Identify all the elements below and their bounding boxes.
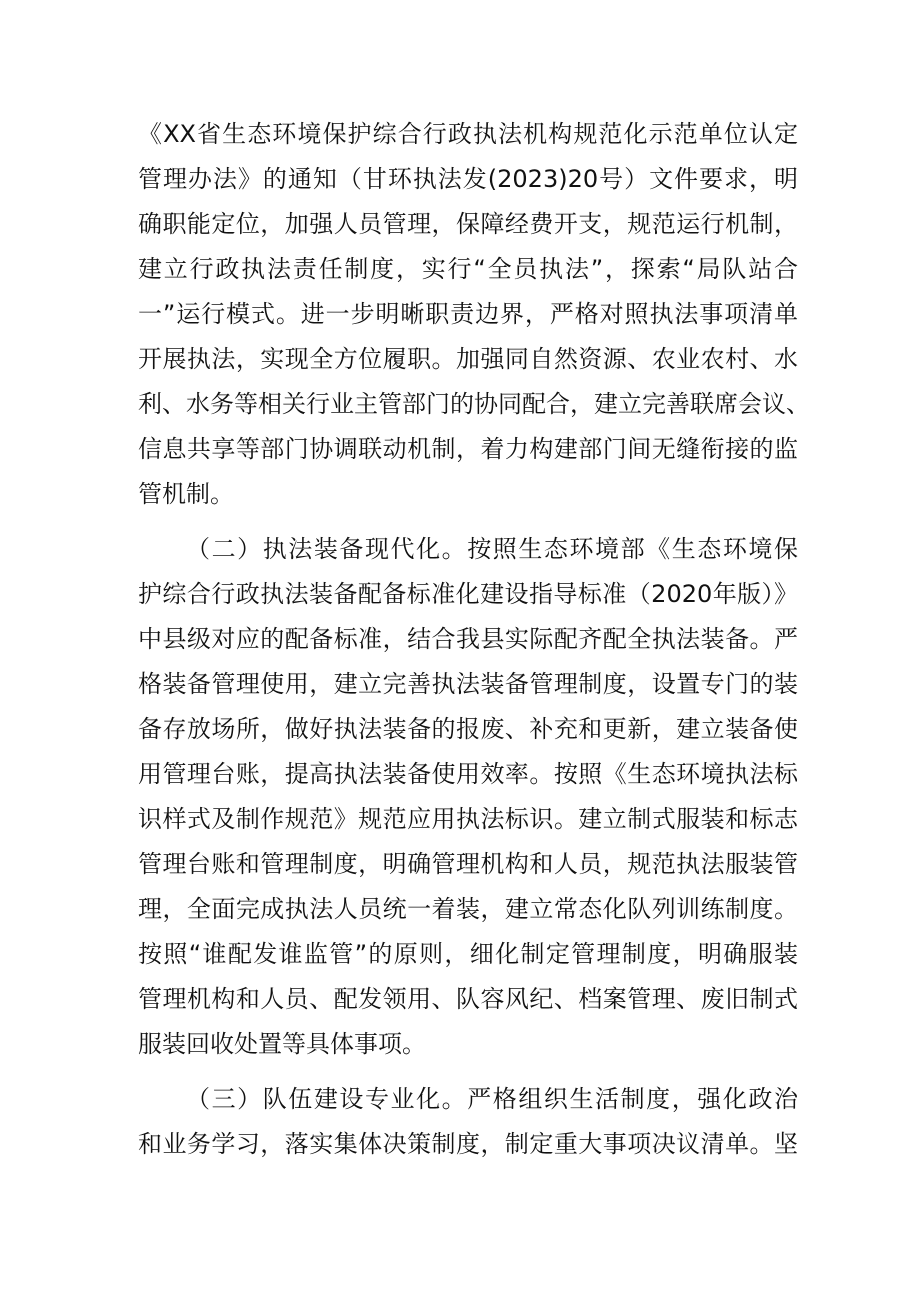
section-heading-line: （二）执法装备现代化。按照生态环境部《生态环境保 xyxy=(186,535,798,563)
text-line: 建立行政执法责任制度，实行“全员执法”，探索“局队站合 xyxy=(138,255,798,283)
text-line: 管理台账和管理制度，明确管理机构和人员，规范执法服装管 xyxy=(138,850,798,878)
section-heading-line: （三）队伍建设专业化。严格组织生活制度，强化政治 xyxy=(186,1085,798,1113)
text-line: 利、水务等相关行业主管部门的协同配合，建立完善联席会议、 xyxy=(138,390,810,418)
text-line: 理，全面完成执法人员统一着装，建立常态化队列训练制度。 xyxy=(138,895,798,923)
text-line: 和业务学习，落实集体决策制度，制定重大事项决议清单。坚 xyxy=(138,1130,798,1158)
text-line: 管机制。 xyxy=(138,480,234,508)
text-line: 按照“谁配发谁监管”的原则，细化制定管理制度，明确服装 xyxy=(138,940,798,968)
paragraph-regulations xyxy=(138,112,810,517)
text-line: 格装备管理使用，建立完善执法装备管理制度，设置专门的装 xyxy=(138,670,798,698)
text-line: 确职能定位，加强人员管理，保障经费开支，规范运行机制， xyxy=(138,210,798,238)
paragraph-equipment-modernization xyxy=(138,527,798,1067)
text-line: 《XX省生态环境保护综合行政执法机构规范化示范单位认定 xyxy=(138,120,798,148)
text-line: 信息共享等部门协调联动机制，着力构建部门间无缝衔接的监 xyxy=(138,435,798,463)
paragraph-team-professionalization xyxy=(138,1077,798,1167)
text-line: 用管理台账，提高执法装备使用效率。按照《生态环境执法标 xyxy=(138,760,798,788)
text-line: 备存放场所，做好执法装备的报废、补充和更新，建立装备使 xyxy=(138,715,798,743)
text-line: 开展执法，实现全方位履职。加强同自然资源、农业农村、水 xyxy=(138,345,798,373)
text-line: 护综合行政执法装备配备标准化建设指导标准（2020年版）》 xyxy=(138,580,798,608)
text-line: 服装回收处置等具体事项。 xyxy=(138,1030,426,1058)
text-line: 管理办法》的通知（甘环执法发(2023)20号）文件要求，明 xyxy=(138,165,798,193)
text-line: 识样式及制作规范》规范应用执法标识。建立制式服装和标志 xyxy=(138,805,798,833)
text-line: 中县级对应的配备标准，结合我县实际配齐配全执法装备。严 xyxy=(138,625,798,653)
text-line: 管理机构和人员、配发领用、队容风纪、档案管理、废旧制式 xyxy=(138,985,798,1013)
text-line: 一”运行模式。进一步明晰职责边界，严格对照执法事项清单 xyxy=(138,300,798,328)
